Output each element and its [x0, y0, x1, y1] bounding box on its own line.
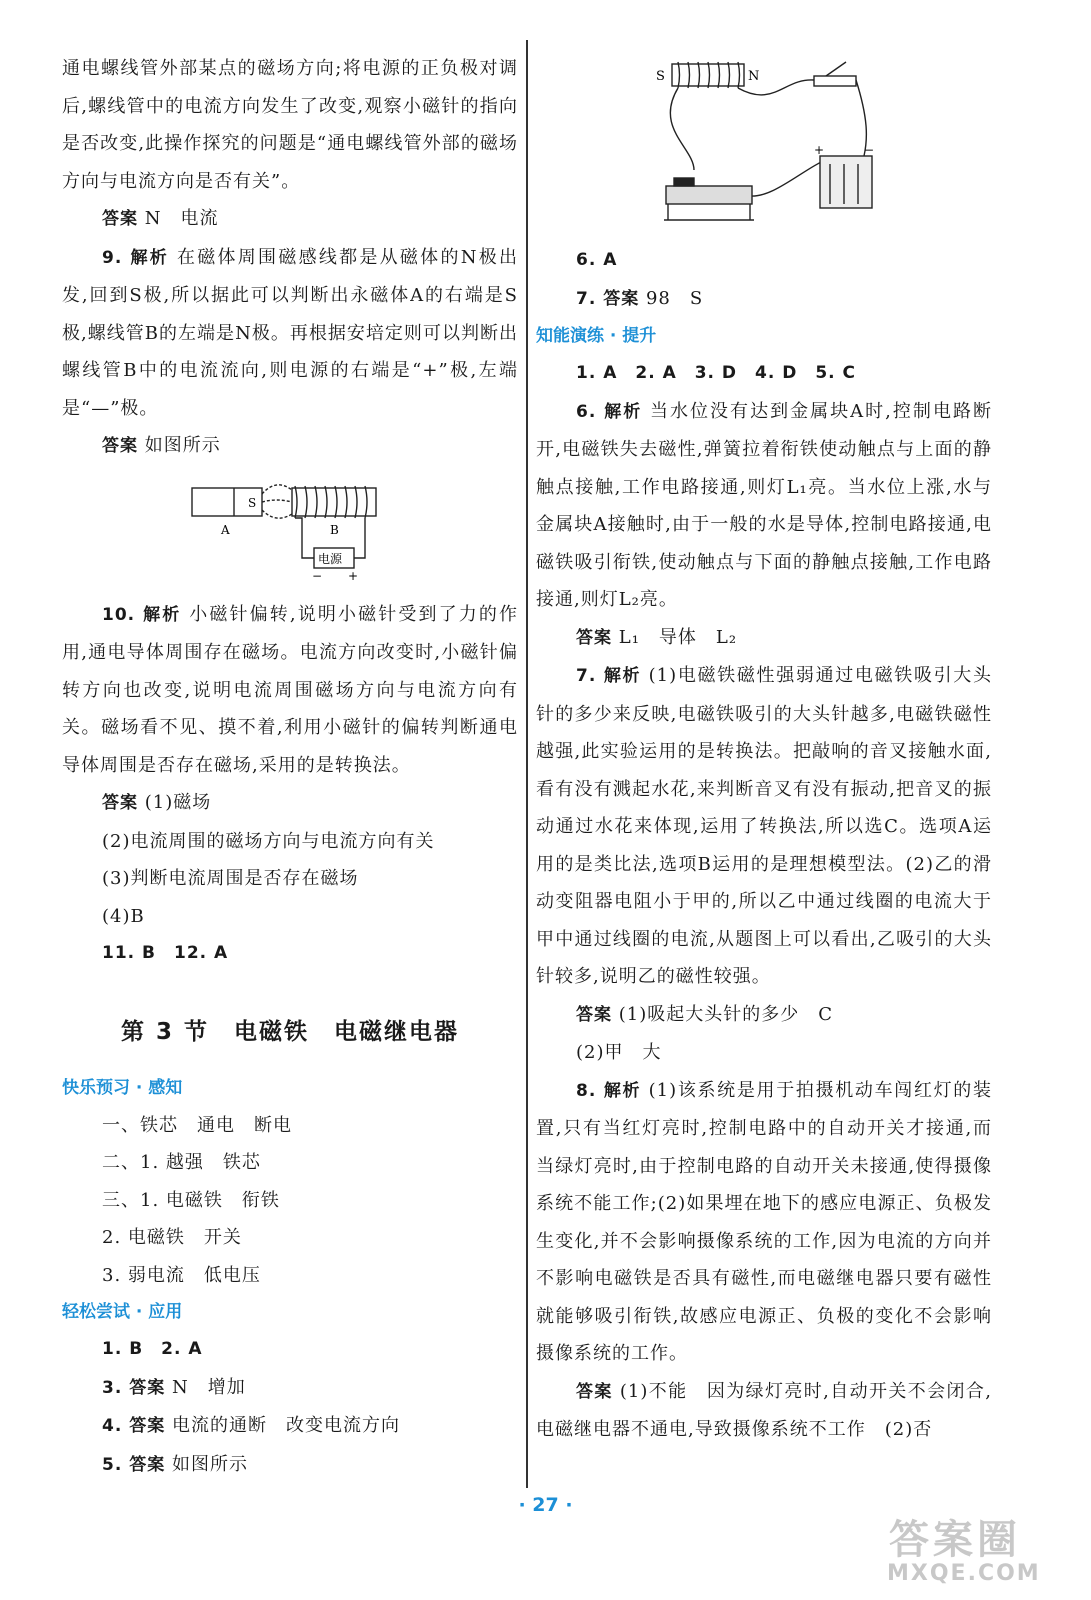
- answer-line: 3. 答案 N 增加: [102, 1376, 246, 1398]
- answer-line: 答案 如图所示: [102, 435, 221, 456]
- label-minus: −: [864, 143, 874, 157]
- analysis-8: 8. 解析 (1)该系统是用于拍摄机动车闯红灯的装置,只有当红灯亮时,控制电路中的自动开关才接通,而当绿灯亮时,由于控制电路的自动开关未接通,使得摄像系统不能工作;(2)如果埋在地下的感应电源正、负极发生变化,并不会影响摄像系统的工作,因为电流的方向并不影响电磁铁是否具有磁性,而电磁继电器只要有磁性就能够吸引衔铁,故感应电源正、负极的变化不会影响摄像系统的工作。: [536, 1079, 992, 1364]
- answer-item: 11. B 12. A: [102, 943, 229, 963]
- answer-label: 7. 答案: [576, 288, 640, 309]
- analysis-label: 9. 解析: [102, 247, 169, 268]
- watermark-logo: [879, 1508, 1069, 1590]
- answer-item: (2)甲 大: [576, 1042, 662, 1063]
- analysis-10: 10. 解析 小磁针偏转,说明小磁针受到了力的作用,通电导体周围存在磁场。电流方向改变时,小磁针偏转方向也改变,说明电流周围磁场方向与电流方向有关。磁场看不见、摸不着,利用小磁针的偏转判断通电导体周围是否存在磁场,采用的是转换法。: [62, 603, 518, 776]
- answer-item: (2)电流周围的磁场方向与电流方向有关: [102, 830, 435, 852]
- answer-item: 二、1. 越强 铁芯: [102, 1152, 261, 1173]
- analysis-label: 8. 解析: [576, 1080, 642, 1101]
- analysis-9: 9. 解析 在磁体周围磁感线都是从磁体的N极出发,回到S极,所以据此可以判断出永磁体A的右端是S极,螺线管B的左端是N极。再根据安培定则可以判断出螺线管B中的电流流向,则电源的右端是“+”极,左端是“—”极。: [62, 246, 518, 419]
- answer-item: 6. A: [576, 250, 618, 270]
- subsection-heading: 知能演练 · 提升: [536, 326, 657, 346]
- subsection-heading: 快乐预习 · 感知: [62, 1077, 183, 1098]
- answer-item: (4)B: [102, 905, 145, 927]
- label-power-source: 电源: [318, 551, 343, 566]
- analysis-label: 6. 解析: [576, 401, 643, 422]
- right-column: [536, 50, 992, 1449]
- answer-line: 答案 (1)不能 因为绿灯亮时,自动开关不会闭合,电磁继电器不通电,导致摄像系统不工作 (2)否: [536, 1380, 992, 1440]
- label-plus: +: [348, 568, 359, 582]
- section-title: 第 3 节 电磁铁 电磁继电器: [120, 1018, 460, 1045]
- answer-label: 答案: [576, 1004, 612, 1025]
- label-s: S: [248, 495, 257, 510]
- answer-item: 3. 弱电流 低电压: [102, 1264, 261, 1286]
- watermark-url: MXQE.COM: [887, 1561, 1041, 1586]
- answer-item: 1. B 2. A: [102, 1339, 203, 1359]
- answer-label: 答案: [576, 1381, 613, 1402]
- page-number: · 27 ·: [518, 1494, 573, 1516]
- answer-label: 答案: [102, 209, 138, 229]
- magnet-solenoid-figure: [190, 474, 390, 582]
- analysis-6: 6. 解析 当水位没有达到金属块A时,控制电路断开,电磁铁失去磁性,弹簧拉着衔铁使动触点与上面的静触点接触,工作电路接通,则灯L₁亮。当水位上涨,水与金属块A接触时,由于一般的水是导体,控制电路接通,电磁铁吸引衔铁,使动触点与下面的静触点接触,工作电路接通,则灯L₂亮。: [536, 400, 992, 610]
- answer-label: 答案: [102, 793, 138, 813]
- watermark-text: 答案圈: [889, 1517, 1021, 1563]
- left-column: [62, 50, 518, 1484]
- label-s: S: [656, 69, 665, 84]
- label-b: B: [330, 522, 339, 537]
- answer-line: 答案 (1)吸起大头针的多少 C: [576, 1003, 834, 1025]
- answer-label: 3. 答案: [102, 1377, 166, 1398]
- answer-item: (3)判断电流周围是否存在磁场: [102, 868, 359, 889]
- paragraph: 通电螺线管外部某点的磁场方向;将电源的正负极对调后,螺线管中的电流方向发生了改变,观察小磁针的指向是否改变,此操作探究的问题是“通电螺线管外部的磁场方向与电流方向是否有关”。: [62, 58, 518, 192]
- answer-label: 5. 答案: [102, 1454, 166, 1475]
- answer-line: 答案 N 电流: [102, 208, 219, 229]
- answer-line: 5. 答案 如图所示: [102, 1453, 248, 1475]
- answer-item: 1. A 2. A 3. D 4. D 5. C: [576, 363, 857, 383]
- label-plus: +: [814, 143, 825, 157]
- circuit-figure: [654, 58, 874, 228]
- answer-line: 7. 答案 98 S: [576, 287, 704, 309]
- answer-line: 答案 L₁ 导体 L₂: [576, 626, 738, 648]
- label-minus: −: [312, 568, 323, 582]
- answer-item: 2. 电磁铁 开关: [102, 1227, 242, 1248]
- label-a: A: [221, 522, 230, 537]
- answer-line: 4. 答案 电流的通断 改变电流方向: [102, 1415, 400, 1436]
- answer-label: 4. 答案: [102, 1416, 166, 1436]
- answer-item: 一、铁芯 通电 断电: [102, 1114, 292, 1136]
- analysis-label: 10. 解析: [102, 604, 182, 625]
- analysis-label: 7. 解析: [576, 666, 642, 686]
- answer-label: 答案: [576, 627, 612, 648]
- column-divider: [526, 40, 528, 1488]
- answer-line: 答案 (1)磁场: [102, 792, 212, 813]
- answer-label: 答案: [102, 436, 138, 456]
- subsection-heading: 轻松尝试 · 应用: [62, 1302, 183, 1322]
- answer-item: 三、1. 电磁铁 衔铁: [102, 1189, 280, 1211]
- label-n: N: [748, 69, 760, 84]
- analysis-7: 7. 解析 (1)电磁铁磁性强弱通过电磁铁吸引大头针的多少来反映,电磁铁吸引的大头针越多,电磁铁磁性越强,此实验运用的是转换法。把敲响的音叉接触水面,看有没有溅起水花,来判断音叉有没有振动,把音叉的振动通过水花来体现,运用了转换法,所以选C。选项A运用的是类比法,选项B运用的是理想模型法。(2)乙的滑动变阻器电阻小于甲的,所以乙中通过线圈的电流大于甲中通过线圈的电流,从题图上可以看出,乙吸引的大头针较多,说明乙的磁性较强。: [536, 665, 992, 987]
